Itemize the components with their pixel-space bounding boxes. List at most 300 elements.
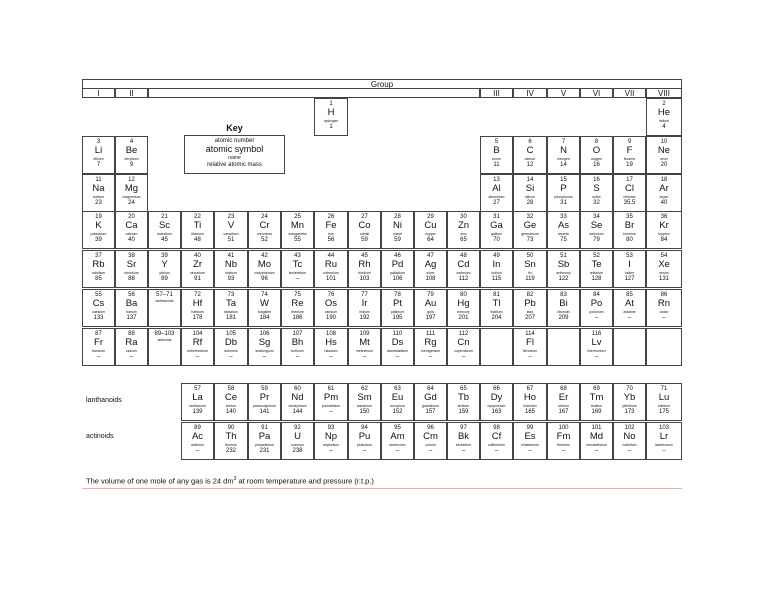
element-mass: – — [662, 315, 666, 321]
element-mass: 31 — [560, 200, 567, 206]
element-cell-mn — [281, 211, 314, 249]
element-atomic-number: 114 — [525, 331, 535, 337]
element-symbol: Eu — [391, 392, 404, 403]
element-cell-hg — [447, 289, 480, 327]
element-symbol: Am — [390, 431, 405, 442]
element-mass: 52 — [261, 237, 268, 243]
element-atomic-number: 5 — [494, 139, 499, 145]
element-symbol: Er — [558, 392, 569, 403]
key-relative-atomic-mass: relative atomic mass — [207, 162, 262, 168]
element-name: thulium — [590, 403, 603, 408]
element-cell-lanthanoids — [148, 289, 181, 327]
element-name: neon — [660, 156, 668, 161]
element-name: lanthanoids — [155, 299, 174, 303]
element-cell-pu — [348, 422, 381, 460]
element-symbol: Pd — [391, 259, 404, 270]
element-mass: – — [561, 448, 566, 454]
element-mass: 19 — [626, 162, 633, 168]
element-cell-ca — [115, 211, 148, 249]
element-cell-pt — [381, 289, 414, 327]
element-mass: – — [329, 448, 333, 454]
element-mass: – — [195, 448, 200, 454]
element-atomic-number: 37 — [95, 253, 102, 259]
element-symbol: Xe — [658, 259, 670, 270]
element-atomic-number: 104 — [192, 331, 203, 337]
element-mass: 4 — [662, 124, 666, 130]
element-symbol: Co — [358, 220, 371, 231]
element-symbol: Tl — [492, 298, 501, 309]
group-header-IV: IV — [513, 88, 547, 98]
element-atomic-number: 9 — [627, 139, 632, 145]
element-atomic-number: 67 — [526, 386, 534, 392]
element-name: lawrencium — [655, 442, 673, 447]
element-symbol: Rf — [192, 337, 203, 348]
element-symbol: O — [592, 145, 601, 156]
group-header-V: V — [547, 88, 580, 98]
element-name: europium — [390, 403, 405, 408]
element-mass: – — [662, 448, 666, 454]
element-atomic-number: 51 — [560, 253, 567, 259]
element-symbol: Y — [161, 259, 168, 270]
element-name: iridium — [359, 309, 370, 314]
element-mass: 40 — [660, 200, 668, 206]
key-atomic-symbol: atomic symbol — [205, 144, 264, 154]
element-mass: – — [362, 354, 367, 360]
element-cell-cu — [414, 211, 447, 249]
element-cell-empty — [646, 328, 682, 366]
element-symbol: Al — [492, 183, 501, 194]
element-symbol: He — [657, 107, 671, 118]
element-name: magnesium — [122, 194, 141, 199]
element-mass: – — [129, 354, 134, 360]
element-cell-ce — [214, 383, 248, 421]
element-symbol: Rg — [424, 337, 437, 348]
element-cell-sr — [115, 250, 148, 288]
element-atomic-number: 8 — [594, 139, 599, 145]
element-name: cobalt — [359, 231, 370, 236]
element-symbol: Pt — [393, 298, 402, 309]
element-atomic-number: 16 — [593, 177, 600, 183]
element-symbol: P — [560, 183, 567, 194]
element-symbol: At — [625, 298, 634, 309]
element-symbol: Te — [591, 259, 602, 270]
element-mass: 51 — [227, 237, 235, 243]
element-cell-gd — [414, 383, 447, 421]
element-cell-bh — [281, 328, 314, 366]
element-mass: 55 — [294, 237, 301, 243]
element-atomic-number: 99 — [526, 425, 534, 431]
element-cell-rf — [181, 328, 214, 366]
element-atomic-number: 20 — [128, 214, 135, 220]
element-name: einsteinium — [521, 442, 539, 447]
element-atomic-number: 56 — [128, 292, 135, 298]
element-cell-cm — [414, 422, 447, 460]
element-atomic-number: 110 — [392, 331, 403, 337]
element-cell-al — [480, 174, 513, 212]
key-cell — [184, 135, 285, 174]
element-atomic-number: 42 — [261, 253, 268, 259]
element-name: aluminium — [488, 194, 505, 199]
element-name: yttrium — [159, 270, 170, 275]
element-name: vanadium — [223, 231, 239, 236]
element-cell-lu — [646, 383, 682, 421]
element-cell-actinoids — [148, 328, 181, 366]
element-symbol: I — [628, 259, 631, 270]
element-name: zirconium — [190, 270, 205, 275]
element-name: niobium — [224, 270, 238, 275]
element-mass: – — [362, 448, 367, 454]
element-atomic-number: 85 — [626, 292, 633, 298]
element-atomic-number: 103 — [658, 425, 669, 431]
element-mass: 16 — [593, 162, 600, 168]
element-name: praseodymium — [253, 403, 276, 408]
element-atomic-number: 74 — [261, 292, 268, 298]
element-symbol: Gd — [424, 392, 437, 403]
element-cell-md — [580, 422, 613, 460]
element-symbol: Sm — [357, 392, 372, 403]
element-atomic-number: 33 — [560, 214, 567, 220]
element-name: roentgenium — [420, 348, 441, 353]
element-atomic-number: 38 — [128, 253, 135, 259]
element-symbol: Cl — [625, 183, 634, 194]
element-name: titanium — [191, 231, 204, 236]
element-mass: 152 — [392, 409, 403, 415]
element-symbol: Pr — [259, 392, 270, 403]
element-name: californium — [488, 442, 505, 447]
element-name: francium — [91, 348, 106, 353]
element-symbol: Fr — [94, 337, 103, 348]
element-symbol: Ac — [191, 431, 204, 442]
element-cell-xe — [646, 250, 682, 288]
element-mass: 1 — [329, 124, 333, 130]
element-name: iodine — [624, 270, 635, 275]
element-atomic-number: 89 — [194, 425, 201, 431]
element-name: boron — [492, 156, 501, 161]
element-name: silver — [426, 270, 435, 275]
element-atomic-number: 66 — [493, 386, 500, 392]
element-mass: 128 — [591, 276, 602, 282]
element-atomic-number: 35 — [626, 214, 633, 220]
element-name: cadmium — [456, 270, 471, 275]
element-name: sodium — [92, 194, 105, 199]
element-cell-mo — [248, 250, 281, 288]
element-name: livermorium — [587, 348, 606, 353]
element-mass: 7 — [96, 162, 101, 168]
element-symbol: Rb — [92, 259, 105, 270]
element-atomic-number: 70 — [626, 386, 633, 392]
element-atomic-number: 64 — [427, 386, 434, 392]
element-name: chromium — [256, 231, 273, 236]
element-symbol: Bk — [457, 431, 470, 442]
element-mass: – — [528, 448, 532, 454]
element-atomic-number: 69 — [593, 386, 600, 392]
element-atomic-number: 13 — [493, 177, 500, 183]
element-symbol: Cs — [92, 298, 105, 309]
element-cell-at — [613, 289, 646, 327]
element-mass: 70 — [493, 237, 500, 243]
element-cell-lv — [580, 328, 613, 366]
element-cell-lr — [646, 422, 682, 460]
element-cell-re — [281, 289, 314, 327]
element-symbol: Br — [624, 220, 635, 231]
element-name: radium — [126, 348, 137, 353]
element-name: lutetium — [657, 403, 671, 408]
element-mass: 35.5 — [623, 200, 636, 206]
element-cell-nb — [214, 250, 248, 288]
element-symbol: Na — [92, 183, 105, 194]
element-mass: 150 — [359, 409, 370, 415]
element-symbol: Mt — [359, 337, 370, 348]
element-cell-tl — [480, 289, 513, 327]
element-cell-as — [547, 211, 580, 249]
element-atomic-number: 54 — [660, 253, 668, 259]
element-mass: 112 — [458, 276, 469, 282]
element-name: calcium — [125, 231, 138, 236]
element-cell-pd — [381, 250, 414, 288]
element-name: ytterbium — [622, 403, 637, 408]
element-cell-cn — [447, 328, 480, 366]
element-symbol: V — [227, 220, 235, 231]
element-atomic-number: 45 — [361, 253, 368, 259]
element-mass: 207 — [524, 315, 535, 321]
element-symbol: Ra — [125, 337, 138, 348]
element-symbol: Mg — [124, 183, 139, 194]
element-atomic-number: 84 — [593, 292, 600, 298]
element-mass: 20 — [660, 162, 668, 168]
element-mass: 201 — [458, 315, 469, 321]
element-cell-w — [248, 289, 281, 327]
element-cell-si — [513, 174, 547, 212]
element-symbol: Fe — [325, 220, 337, 231]
element-mass: 24 — [128, 200, 135, 206]
element-atomic-number: 100 — [558, 425, 569, 431]
element-atomic-number: 89–103 — [154, 331, 175, 337]
element-cell-s — [580, 174, 613, 212]
element-mass: 73 — [526, 237, 534, 243]
element-name: bismuth — [557, 309, 570, 314]
element-name: dubnium — [224, 348, 238, 353]
element-mass: 137 — [126, 315, 137, 321]
element-name: erbium — [558, 403, 569, 408]
element-symbol: Ag — [424, 259, 437, 270]
element-symbol: No — [623, 431, 636, 442]
element-atomic-number: 12 — [128, 177, 135, 183]
element-name: iron — [328, 231, 334, 236]
element-atomic-number: 2 — [662, 101, 666, 107]
key-atomic-number: atomic number — [214, 138, 255, 144]
element-mass: 48 — [194, 237, 201, 243]
element-mass: 12 — [526, 162, 534, 168]
element-symbol: Ce — [224, 392, 238, 403]
element-name: rutherfordium — [187, 348, 208, 353]
element-name: rhenium — [291, 309, 304, 314]
element-mass: – — [229, 354, 233, 360]
element-name: oxygen — [590, 156, 603, 161]
element-atomic-number: 52 — [593, 253, 600, 259]
element-mass: – — [627, 448, 632, 454]
element-atomic-number: 68 — [560, 386, 567, 392]
element-mass: 23 — [95, 200, 102, 206]
element-atomic-number: 63 — [394, 386, 401, 392]
element-cell-os — [314, 289, 348, 327]
element-atomic-number: 39 — [161, 253, 168, 259]
element-cell-ac — [181, 422, 214, 460]
element-cell-c — [513, 136, 547, 174]
element-cell-ba — [115, 289, 148, 327]
element-name: tantalum — [224, 309, 238, 314]
element-name: radon — [659, 309, 669, 314]
element-symbol: Sn — [524, 259, 536, 270]
element-mass: 186 — [292, 315, 303, 321]
element-atomic-number: 46 — [394, 253, 401, 259]
actinoids-label: actinoids — [86, 433, 114, 440]
element-symbol: Bi — [559, 298, 568, 309]
element-cell-am — [381, 422, 414, 460]
element-cell-es — [513, 422, 547, 460]
element-name: gallium — [490, 231, 503, 236]
key-name: name — [228, 155, 241, 161]
element-symbol: Nd — [291, 392, 304, 403]
element-cell-fr — [82, 328, 115, 366]
element-atomic-number: 47 — [427, 253, 434, 259]
element-mass: – — [295, 276, 300, 282]
element-mass: 27 — [493, 200, 500, 206]
element-cell-rn — [646, 289, 682, 327]
element-atomic-number: 79 — [427, 292, 434, 298]
element-atomic-number: 87 — [95, 331, 102, 337]
element-mass: 85 — [95, 276, 102, 282]
element-atomic-number: 7 — [561, 139, 566, 145]
element-symbol: Sg — [258, 337, 271, 348]
element-cell-br — [613, 211, 646, 249]
element-atomic-number: 108 — [325, 331, 336, 337]
element-atomic-number: 109 — [359, 331, 370, 337]
element-name: tin — [528, 270, 532, 275]
element-cell-cl — [613, 174, 646, 212]
element-symbol: Tm — [589, 392, 604, 403]
element-cell-la — [181, 383, 214, 421]
element-mass: 159 — [458, 409, 469, 415]
element-mass: 139 — [192, 409, 203, 415]
element-cell-fl — [513, 328, 547, 366]
element-mass: 9 — [129, 162, 134, 168]
element-atomic-number: 19 — [95, 214, 102, 220]
element-name: copernicium — [454, 348, 473, 353]
element-mass: – — [428, 354, 433, 360]
element-symbol: Mn — [290, 220, 305, 231]
element-atomic-number: 72 — [194, 292, 201, 298]
element-symbol: Li — [94, 145, 103, 156]
element-symbol: As — [557, 220, 570, 231]
element-atomic-number: 90 — [227, 425, 235, 431]
element-cell-ta — [214, 289, 248, 327]
element-cell-pm — [314, 383, 348, 421]
element-cell-cf — [480, 422, 513, 460]
element-symbol: U — [294, 431, 301, 442]
element-name: protactinium — [254, 442, 275, 447]
element-symbol: C — [526, 145, 534, 156]
element-atomic-number: 11 — [95, 177, 102, 183]
element-atomic-number: 91 — [261, 425, 268, 431]
element-symbol: Lr — [659, 431, 669, 442]
element-name: copper — [425, 231, 436, 236]
element-symbol: Zn — [457, 220, 470, 231]
element-mass: 178 — [192, 315, 203, 321]
element-cell-ni — [381, 211, 414, 249]
element-mass: 96 — [261, 276, 268, 282]
element-symbol: Be — [125, 145, 138, 156]
element-name: carbon — [524, 156, 536, 161]
element-atomic-number: 101 — [591, 425, 602, 431]
element-symbol: Tb — [457, 392, 470, 403]
element-mass: 209 — [558, 315, 569, 321]
element-name: astatine — [623, 309, 636, 314]
element-mass: 141 — [259, 409, 270, 415]
element-symbol: Hs — [325, 337, 337, 348]
element-cell-pb — [513, 289, 547, 327]
element-mass: 204 — [491, 315, 502, 321]
element-name: lead — [526, 309, 534, 314]
element-cell-kr — [646, 211, 682, 249]
element-atomic-number: 76 — [327, 292, 335, 298]
element-symbol: Ds — [391, 337, 404, 348]
element-mass: 79 — [593, 237, 600, 243]
element-cell-yb — [613, 383, 646, 421]
footnote-text: The volume of one mole of any gas is 24 dm — [86, 476, 234, 486]
element-mass: 127 — [624, 276, 635, 282]
element-symbol: Sc — [158, 220, 171, 231]
element-symbol: Re — [291, 298, 304, 309]
element-name: hassium — [324, 348, 338, 353]
element-name: rubidium — [91, 270, 106, 275]
element-cell-v — [214, 211, 248, 249]
element-atomic-number: 28 — [394, 214, 401, 220]
element-mass: 28 — [526, 200, 534, 206]
element-cell-ge — [513, 211, 547, 249]
element-symbol: Ba — [125, 298, 138, 309]
element-mass: – — [594, 354, 599, 360]
footnote — [86, 476, 374, 486]
element-cell-rb — [82, 250, 115, 288]
element-symbol: Fm — [556, 431, 571, 442]
element-atomic-number: 57 — [194, 386, 201, 392]
element-name: sulfur — [592, 194, 601, 199]
element-symbol: Bh — [291, 337, 304, 348]
element-name: scandium — [157, 231, 172, 236]
element-mass: – — [96, 354, 101, 360]
element-symbol: Os — [324, 298, 338, 309]
element-cell-in — [480, 250, 513, 288]
element-cell-he — [646, 98, 682, 136]
element-cell-sn — [513, 250, 547, 288]
element-symbol: Au — [424, 298, 437, 309]
element-cell-b — [480, 136, 513, 174]
element-cell-rh — [348, 250, 381, 288]
element-name: mendelevium — [586, 442, 607, 447]
element-symbol: Rh — [358, 259, 371, 270]
element-mass: 238 — [292, 448, 303, 454]
element-cell-k — [82, 211, 115, 249]
element-mass: 197 — [425, 315, 436, 321]
element-cell-ar — [646, 174, 682, 212]
element-mass: 45 — [161, 237, 168, 243]
element-name: promethium — [321, 403, 341, 408]
element-mass: – — [461, 354, 466, 360]
element-cell-co — [348, 211, 381, 249]
element-symbol: Cd — [457, 259, 470, 270]
element-mass: 40 — [128, 237, 135, 243]
element-symbol: Ru — [324, 259, 338, 270]
